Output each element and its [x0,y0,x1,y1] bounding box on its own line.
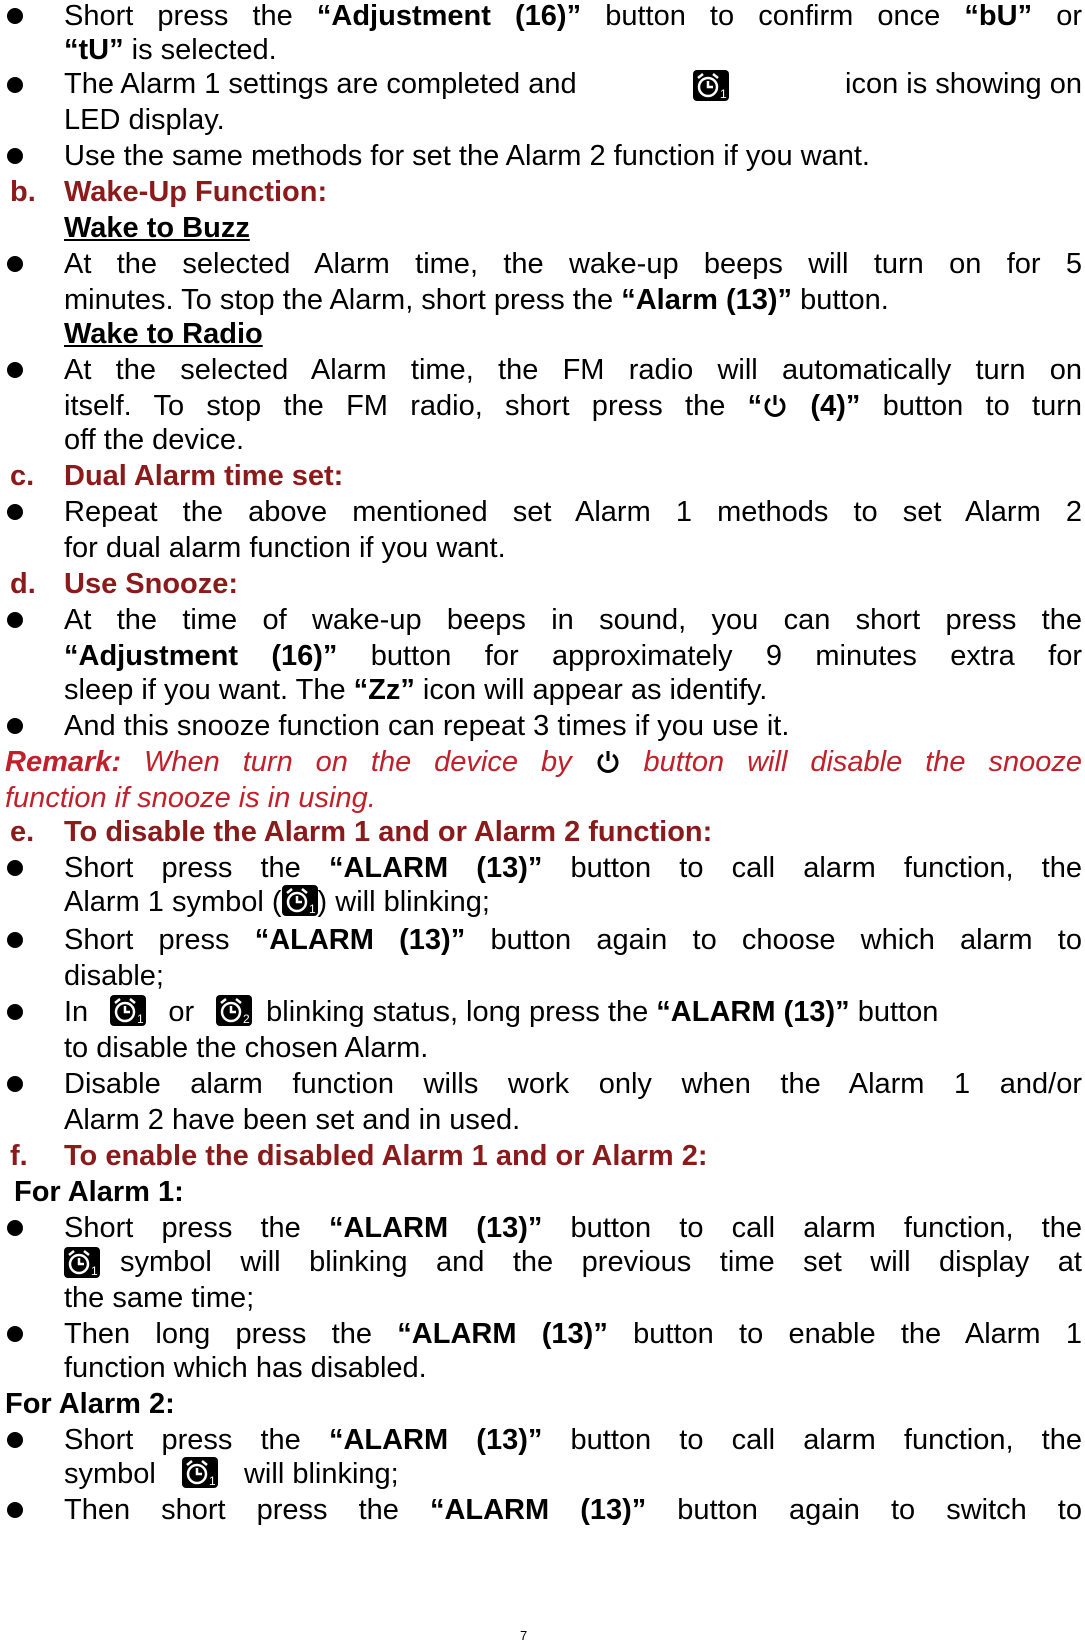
text: button again to switch to [646,1494,1082,1526]
bullet [7,860,23,876]
button-ref: “ALARM (13)” [328,1212,543,1244]
text-line: LED display. [64,104,225,136]
text: button to call alarm function, the [542,1212,1082,1244]
text: In [64,996,89,1028]
text: Short press [64,924,255,956]
text: The Alarm 1 settings are completed and [64,68,577,100]
text-line: And this snooze function can repeat 3 times if you use it. [64,710,790,742]
bullet [7,77,23,93]
bullet [7,256,23,272]
text: Short press the [64,1424,329,1456]
text-line [64,66,1082,102]
text-line [64,388,1082,424]
text-line: disable; [64,960,164,992]
text: button to call alarm function, the [542,1424,1082,1456]
text-line: the same time; [64,1282,255,1314]
text: is selected. [123,34,277,66]
section-title: To enable the disabled Alarm 1 and or Alarm 2: [64,1140,708,1172]
svg-text:1: 1 [719,87,727,101]
section-label: e. [10,816,35,848]
svg-text:1: 1 [137,1012,144,1026]
text-line [64,638,1082,674]
text: symbol will blinking and the previous time set will display at [120,1246,1082,1278]
mode-ref: “bU” [964,0,1033,32]
svg-text:1: 1 [208,1474,216,1488]
text: button to confirm once [581,0,965,32]
text: ) will blinking; [317,886,490,918]
text-line: function which has disabled. [64,1352,427,1384]
section-label: c. [10,460,35,492]
text-line: Alarm 2 have been set and in used. [64,1104,521,1136]
text-line [64,884,1082,920]
text-line [64,672,1082,708]
text: icon is showing on [845,68,1082,100]
bullet [7,504,23,520]
section-title: Wake-Up Function: [64,176,328,208]
text-line: for dual alarm function if you want. [64,532,506,564]
alarm1-icon [110,995,146,1026]
text: minutes. To stop the Alarm, short press the [64,284,622,316]
text-line [64,282,1082,318]
text-line [64,994,1082,1030]
text: Then long press the [64,1318,398,1350]
button-ref: “Adjustment (16)” [64,640,338,672]
text: button to enable the Alarm 1 [607,1318,1082,1350]
text: button to turn [860,390,1083,422]
text-line: At the selected Alarm time, the FM radio will automatically turn on [64,354,1082,386]
bullet [7,1004,23,1020]
bullet [7,1076,23,1092]
bullet [7,148,23,164]
button-ref: “ALARM (13)” [328,1424,543,1456]
text: button for approximately 9 minutes extra for [337,640,1082,672]
bullet [7,1326,23,1342]
alarm2-icon [216,995,252,1026]
remark-label: Remark: [5,746,122,778]
text-line: Disable alarm function wills work only when the Alarm 1 and/or [64,1068,1082,1100]
text: Short press the [64,852,329,884]
text-line [64,32,1082,68]
text: symbol [64,1458,156,1490]
bullet [7,718,23,734]
section-label: f. [10,1140,28,1172]
bullet [7,1502,23,1518]
text: button will disable the snooze [620,746,1082,778]
mode-ref: “tU” [64,34,124,66]
button-ref: “ALARM (13)” [656,996,850,1028]
button-ref: “Alarm (13)” [621,284,793,316]
text-line [64,850,1082,886]
bullet [7,1432,23,1448]
text-line: off the device. [64,424,245,456]
text: or [168,996,195,1028]
text: blinking status, long press the [266,996,657,1028]
text-line [64,1244,1082,1280]
power-icon [595,748,621,774]
text: button to call alarm function, the [542,852,1082,884]
bullet [7,362,23,378]
subheading: Wake to Radio [64,318,263,350]
text: itself. To stop the FM radio, short press the [64,390,748,422]
text-line: to disable the chosen Alarm. [64,1032,429,1064]
section-title: Dual Alarm time set: [64,460,344,492]
remark-line: function if snooze is in using. [5,782,376,814]
svg-text:1: 1 [308,902,316,916]
svg-text:2: 2 [243,1012,250,1026]
svg-text:1: 1 [91,1263,98,1278]
text: or [1032,0,1082,32]
subheading: For Alarm 1: [14,1176,184,1208]
text: When turn on the device by [121,746,595,778]
text: sleep if you want. The [64,674,354,706]
power-icon [762,392,788,418]
text-line: At the time of wake-up beeps in sound, you can short press the [64,604,1082,636]
text-line: At the selected Alarm time, the wake-up beeps will turn on for 5 [64,248,1082,280]
button-ref: (4)” [788,390,861,422]
text-line [64,1456,1082,1492]
button-ref: “ALARM (13)” [254,924,466,956]
page-number: 7 [520,1628,528,1643]
section-label: d. [10,568,36,600]
subheading: For Alarm 2: [5,1388,175,1420]
button-ref: “ALARM (13)” [397,1318,608,1350]
button-ref: “ALARM (13)” [328,852,543,884]
button-ref: “ [747,390,763,422]
text-line: Repeat the above mentioned set Alarm 1 methods to set Alarm 2 [64,496,1082,528]
icon-ref: “Zz” [353,674,415,706]
section-title: Use Snooze: [64,568,239,600]
text-line [64,1492,1082,1528]
text: Short press the [64,1212,329,1244]
subheading: Wake to Buzz [64,212,250,244]
text-line [64,1210,1082,1246]
alarm1-icon [64,1247,100,1278]
section-label: b. [10,176,36,208]
bullet [7,932,23,948]
alarm1-icon [182,1457,218,1488]
button-ref: “Adjustment (16)” [316,0,582,32]
text: button [849,996,939,1028]
text: Then short press the [64,1494,430,1526]
text-line [64,922,1082,958]
text: button again to choose which alarm to [465,924,1082,956]
bullet [7,612,23,628]
text: Short press the [64,0,317,32]
button-ref: “ALARM (13)” [429,1494,647,1526]
text-line [64,0,1082,34]
text-line: Use the same methods for set the Alarm 2 function if you want. [64,140,870,172]
text: button. [792,284,889,316]
alarm1-icon [693,70,729,101]
text: will blinking; [243,1458,399,1490]
section-title: To disable the Alarm 1 and or Alarm 2 function: [64,816,713,848]
text-line [64,1316,1082,1352]
remark-line [5,744,1082,780]
alarm1-icon [282,885,318,916]
bullet [7,1220,23,1236]
text: icon will appear as identify. [414,674,768,706]
bullet [7,8,23,24]
text-line [64,1422,1082,1458]
text: Alarm 1 symbol ( [64,886,282,918]
